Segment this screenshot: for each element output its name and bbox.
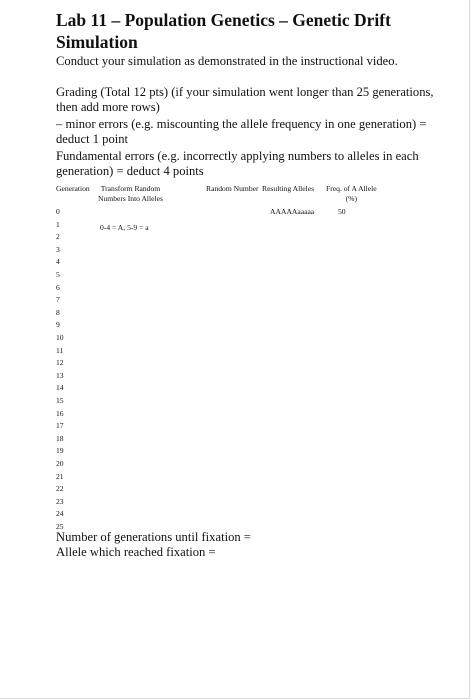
generation-number: 20 — [56, 459, 64, 468]
generation-number: 8 — [56, 307, 60, 317]
generation-number: 4 — [56, 257, 60, 267]
generation-number: 14 — [56, 383, 64, 393]
fixation-generations-text: Number of generations until fixation = — [56, 530, 251, 544]
generation-number: 1 — [56, 219, 60, 229]
row-0-resulting-alleles: AAAAAaaaaa — [270, 207, 315, 216]
generation-number: 23 — [56, 496, 64, 506]
fixation-allele-text: Allele which reached fixation = — [56, 545, 216, 559]
minor-errors-text: – minor errors (e.g. miscounting the allele frequency in one generation) = deduct 1 point — [56, 117, 427, 147]
header-random-number: Random Number — [206, 184, 259, 193]
header-resulting-alleles: Resulting Alleles — [262, 184, 315, 193]
title-line-1: Lab 11 – Population Genetics – Genetic Drift — [56, 10, 391, 30]
generation-number: 5 — [56, 270, 60, 279]
generation-number: 18 — [56, 433, 64, 443]
generation-number: 17 — [56, 421, 64, 431]
generation-number: 2 — [56, 232, 60, 242]
generation-number: 3 — [56, 244, 60, 254]
header-transform — [98, 184, 163, 203]
generation-number: 24 — [56, 509, 64, 519]
grading-text: Grading (Total 12 pts) (if your simulation went longer than 25 generations, then add more rows) — [56, 85, 434, 115]
row-1-transform: 0-4 = A, 5-9 = a — [100, 223, 149, 232]
generation-number: 6 — [56, 282, 60, 292]
document-title — [56, 9, 456, 53]
row-0-freq: 50 — [338, 207, 346, 216]
instruction-text: Conduct your simulation as demonstrated in the instructional video. — [56, 54, 398, 68]
generation-number: 10 — [56, 333, 64, 342]
generation-number: 0 — [56, 207, 60, 216]
generation-number: 22 — [56, 484, 64, 494]
generation-number: 16 — [56, 408, 64, 418]
generation-number: 19 — [56, 446, 64, 456]
generation-number: 7 — [56, 295, 60, 305]
header-freq-line-2: (%) — [345, 193, 357, 203]
generation-number: 12 — [56, 358, 64, 368]
header-freq — [326, 184, 377, 203]
generation-number: 13 — [56, 370, 64, 380]
generation-number: 9 — [56, 320, 60, 330]
generation-number: 11 — [56, 345, 64, 355]
fundamental-errors-text: Fundamental errors (e.g. incorrectly applying numbers to alleles in each generation) = deduct 4 points — [56, 149, 419, 179]
header-transform-line-2: Numbers Into Alleles — [98, 193, 163, 203]
header-freq-line-1: Freq. of A Allele — [326, 184, 377, 193]
title-line-2: Simulation — [56, 32, 138, 52]
generation-number: 15 — [56, 396, 64, 405]
header-generation: Generation — [56, 184, 90, 193]
generation-number: 21 — [56, 471, 64, 481]
generation-number: 25 — [56, 522, 64, 531]
header-transform-line-1: Transform Random — [100, 184, 161, 193]
